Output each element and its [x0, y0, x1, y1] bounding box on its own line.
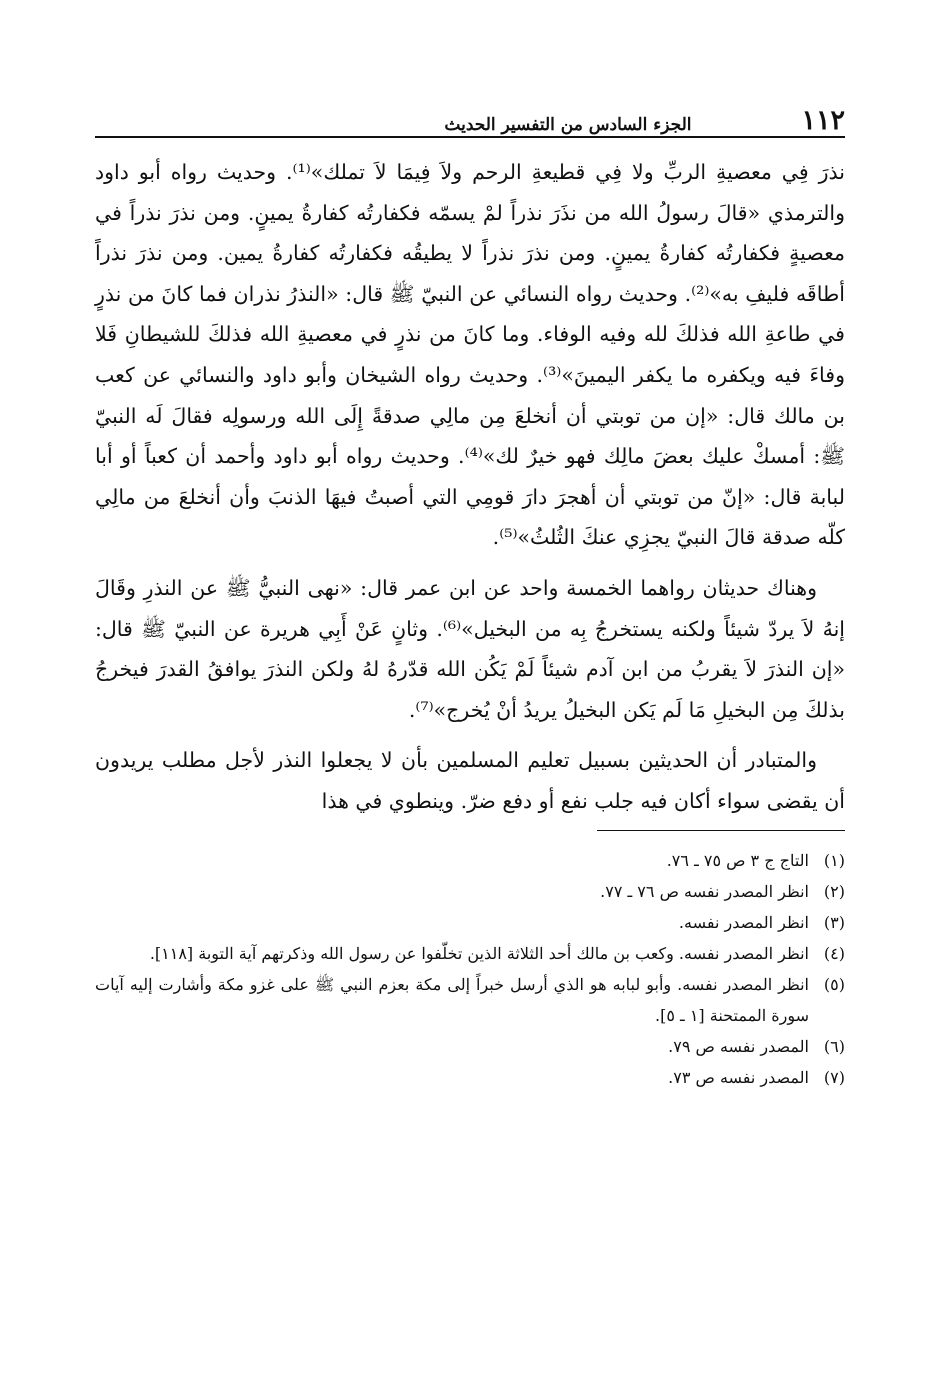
running-title: الجزء السادس من التفسير الحديث [444, 115, 692, 135]
footnote [95, 969, 845, 1031]
footnote [95, 845, 845, 876]
footnote-number: (٢) [823, 881, 845, 901]
page-number: ١١٢ [801, 105, 845, 136]
footnote [95, 1062, 845, 1093]
footnote-number: (٤) [823, 943, 845, 963]
footnote [95, 907, 845, 938]
footnote-number: (٦) [823, 1036, 845, 1056]
footnote-text: التاج ج ٣ ص ٧٥ ـ ٧٦. [666, 850, 809, 870]
footnote-number: (٣) [823, 912, 845, 932]
footnote-text: المصدر نفسه ص ٧٩. [668, 1036, 809, 1056]
running-header [95, 100, 845, 138]
footnote [95, 1031, 845, 1062]
footnote-text: انظر المصدر نفسه. [678, 912, 809, 932]
main-text [95, 152, 845, 822]
footnote [95, 876, 845, 907]
footnote-number: (٥) [823, 974, 845, 994]
footnote-text: المصدر نفسه ص ٧٣. [668, 1067, 809, 1087]
footnote-text: انظر المصدر نفسه. وأبو لبابه هو الذي أرسل خبراً إلى مكة بعزم النبي ﷺ على غزو مكة وأشارت إليه آيات سورة الممتحنة [١ ـ ٥]. [95, 974, 810, 1025]
footnote-separator [597, 830, 845, 831]
footnote-text: انظر المصدر نفسه ص ٧٦ ـ ٧٧. [600, 881, 809, 901]
footnote-number: (١) [823, 850, 845, 870]
paragraph: والمتبادر أن الحديثين بسبيل تعليم المسلمين بأن لا يجعلوا النذر لأجل مطلب يريدون أن يقضى سواء أكان فيه جلب نفع أو دفع ضرّ. وينطوي في هذا [95, 748, 845, 813]
footnote-number: (٧) [823, 1067, 845, 1087]
book-page [95, 100, 845, 1093]
paragraph: وهناك حديثان رواهما الخمسة واحد عن ابن عمر قال: «نهى النبيُّ ﷺ عن النذرِ وقَالَ إنهُ لاَ يردّ شيئاً ولكنه يستخرجُ بِه من البخيل»⁽⁶⁾. وثانٍ عَنْ أَبِي هريرة عن النبيّ ﷺ قال: «إن النذرَ لاَ يقربُ من ابن آدم شيئاً لَمْ يَكُن الله قدّرهُ لهُ ولكن النذرَ يوافقُ القدرَ فيخرجُ بذلكَ مِن البخيلِ مَا لَم يَكن البخيلُ يريدُ أنْ يُخرج»⁽⁷⁾. [95, 575, 846, 722]
paragraph: نذرَ فِي معصيةِ الربِّ ولا فِي قطيعةِ الرحم ولاَ فِيمَا لاَ تملك»⁽¹⁾. وحديث رواه أبو داود والترمذي «قالَ رسولُ الله من نذَرَ نذراً لمْ يسمّه فكفارتُه كفارةُ يمينٍ. ومن نذرَ نذراً في معصيةٍ فكفارتُه كفارةُ يمينٍ. ومن نذرَ نذراً لا يطيقُه فكفارتُه كفارةُ يمين. ومن نذرَ نذراً أطاقَه فليفِ به»⁽²⁾. وحديث رواه النسائي عن النبيّ ﷺ قال: «النذرُ نذران فما كانَ من نذرٍ في طاعةِ الله فذلكَ لله وفيه الوفاء. وما كانَ من نذرٍ في معصيةِ الله فذلكَ للشيطانِ فَلا وفاءَ فيه ويكفره ما يكفر اليمينَ»⁽³⁾. وحديث رواه الشيخان وأبو داود والنسائي عن كعب بن مالك قال: «إن من توبتي أن أنخلعَ مِن مالِي صدقةً إِلَى الله ورسولِه فقالَ لَه النبيّ ﷺ: أمسكْ عليك بعضَ مالِك فهو خيرٌ لك»⁽⁴⁾. وحديث رواه أبو داود وأحمد أن كعباً أو أبا لبابة قال: «إنّ من توبتي أن أهجرَ دارَ قومِي التي أصبتُ فيهَا الذنبَ وأن أنخلعَ من مالِي كلّه صدقة قالَ النبيّ يجزِي عنكَ الثُلثُ»⁽⁵⁾. [95, 160, 846, 550]
footnote-text: انظر المصدر نفسه. وكعب بن مالك أحد الثلاثة الذين تخلّفوا عن رسول الله وذكرتهم آية التوبة [١١٨]. [149, 943, 809, 963]
footnotes-list [95, 845, 845, 1093]
footnote [95, 938, 845, 969]
